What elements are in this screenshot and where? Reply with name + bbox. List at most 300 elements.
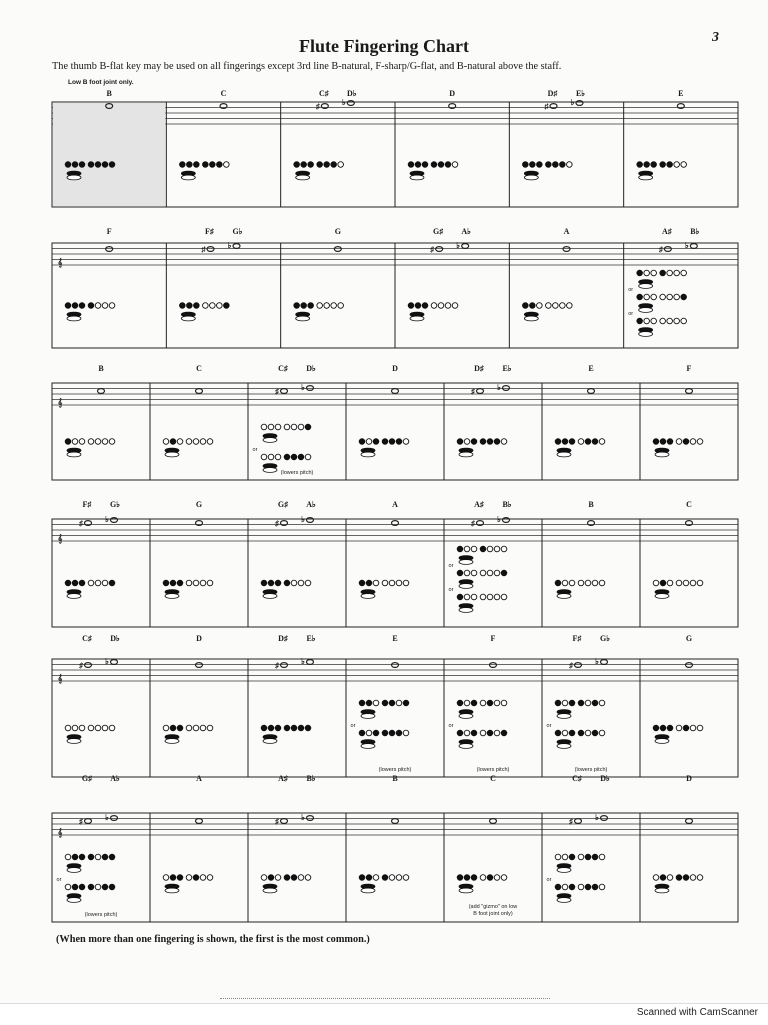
open-key-icon (88, 439, 94, 445)
fingering-cell (444, 634, 510, 777)
chart-row (52, 89, 738, 207)
note-head (588, 389, 595, 394)
closed-key-icon (501, 570, 507, 576)
note-name: F♯ (572, 634, 582, 643)
row-frame (52, 383, 738, 480)
closed-key-icon (88, 162, 94, 168)
open-key-icon (396, 580, 402, 586)
note-head (196, 819, 203, 824)
closed-key-icon (464, 875, 470, 881)
fingering-cell (281, 89, 357, 207)
note-name: C (490, 774, 496, 783)
note-name: B (98, 364, 104, 373)
note-name: D♭ (306, 364, 316, 373)
closed-key-icon (79, 854, 85, 860)
open-key-icon (537, 303, 543, 309)
fingering-diagram (65, 580, 115, 598)
flat-sign: ♭ (570, 98, 575, 107)
open-key-icon (464, 594, 470, 600)
open-key-icon (667, 294, 673, 300)
thumb-bb-key-icon (639, 308, 653, 313)
open-key-icon (373, 875, 379, 881)
fingering-diagram (555, 580, 605, 598)
open-key-icon (501, 594, 507, 600)
fingering-diagram (653, 875, 703, 893)
note-name: C♯ (572, 774, 582, 783)
note-name: A (196, 774, 202, 783)
open-key-icon (193, 439, 199, 445)
note-name: D♭ (347, 89, 357, 98)
fingering-diagram (359, 439, 409, 457)
fingering-diagram (637, 270, 687, 288)
closed-key-icon (284, 875, 290, 881)
or-label: or (546, 877, 552, 883)
open-key-icon (193, 725, 199, 731)
open-key-icon (676, 439, 682, 445)
open-key-icon (275, 875, 281, 881)
open-key-icon (578, 439, 584, 445)
chart-row (52, 500, 738, 627)
sharp-sign: ♯ (79, 519, 83, 528)
flat-sign: ♭ (684, 241, 689, 250)
note-name: G♯ (433, 227, 444, 236)
fingering-cell (65, 500, 120, 598)
closed-key-icon (667, 439, 673, 445)
note-name: B (106, 89, 112, 98)
thumb-bb-key-icon (639, 175, 653, 180)
note-name: G (334, 227, 341, 236)
open-key-icon (275, 424, 281, 430)
fingering-cell (57, 774, 120, 918)
closed-key-icon (637, 270, 643, 276)
thumb-bb-key-icon (263, 594, 277, 599)
closed-key-icon (359, 700, 365, 706)
thumb-bb-key-icon (263, 739, 277, 744)
open-key-icon (291, 424, 297, 430)
open-key-icon (331, 303, 337, 309)
open-key-icon (690, 439, 696, 445)
fingering-diagram (253, 447, 311, 472)
open-key-icon (186, 580, 192, 586)
open-key-icon (452, 303, 458, 309)
closed-key-icon (284, 580, 290, 586)
open-key-icon (667, 875, 673, 881)
low-b-footnote: Low B foot joint only. (68, 79, 134, 86)
open-key-icon (403, 580, 409, 586)
fingering-diagram (261, 725, 311, 743)
closed-key-icon (301, 303, 307, 309)
closed-key-icon (366, 875, 372, 881)
closed-key-icon (592, 439, 598, 445)
open-key-icon (674, 270, 680, 276)
thumb-bb-key-icon (67, 594, 81, 599)
fingering-cell (65, 227, 115, 321)
closed-key-icon (72, 854, 78, 860)
note-name: B♭ (502, 500, 512, 509)
note-name: G♯ (277, 500, 289, 509)
fingering-diagram (408, 303, 458, 321)
thumb-bb-key-icon (524, 175, 538, 180)
fingering-cell (509, 227, 572, 348)
open-key-icon (338, 303, 344, 309)
fingering-diagram (65, 854, 115, 872)
fingering-cell (346, 634, 412, 777)
thumb-bb-key-icon (655, 888, 669, 893)
open-key-icon (268, 454, 274, 460)
open-key-icon (298, 875, 304, 881)
closed-key-icon (637, 162, 643, 168)
sharp-sign: ♯ (569, 661, 573, 670)
treble-clef-icon: 𝄞 (57, 258, 63, 267)
open-key-icon (651, 294, 657, 300)
note-head (503, 386, 510, 391)
sharp-sign: ♯ (544, 102, 549, 111)
fingering-diagram (351, 723, 409, 748)
open-key-icon (186, 439, 192, 445)
open-key-icon (667, 318, 673, 324)
note-name: C (196, 364, 202, 373)
open-key-icon (487, 570, 493, 576)
treble-clef-icon: 𝄞 (57, 398, 63, 407)
fingering-diagram (637, 162, 687, 180)
thumb-bb-key-icon (557, 594, 571, 599)
note-head (477, 389, 484, 394)
fingering-diagram (163, 439, 213, 457)
open-key-icon (471, 570, 477, 576)
open-key-icon (298, 424, 304, 430)
fingering-cell (640, 774, 703, 922)
open-key-icon (599, 439, 605, 445)
closed-key-icon (305, 424, 311, 430)
open-key-icon (494, 594, 500, 600)
fingering-diagram (523, 162, 573, 180)
open-key-icon (674, 318, 680, 324)
closed-key-icon (487, 439, 493, 445)
open-key-icon (667, 580, 673, 586)
closed-key-icon (501, 730, 507, 736)
closed-key-icon (79, 884, 85, 890)
closed-key-icon (422, 303, 428, 309)
open-key-icon (200, 580, 206, 586)
open-key-icon (431, 303, 437, 309)
note-head (281, 819, 288, 824)
closed-key-icon (294, 303, 300, 309)
closed-key-icon (457, 570, 463, 576)
open-key-icon (163, 725, 169, 731)
fingering-cell (248, 364, 316, 480)
closed-key-icon (471, 730, 477, 736)
note-head (436, 247, 443, 252)
open-key-icon (275, 454, 281, 460)
closed-key-icon (585, 884, 591, 890)
closed-key-icon (72, 580, 78, 586)
closed-key-icon (284, 454, 290, 460)
closed-key-icon (555, 730, 561, 736)
fingering-diagram (57, 877, 115, 902)
open-key-icon (599, 700, 605, 706)
thumb-bb-key-icon (181, 316, 195, 321)
closed-key-icon (72, 884, 78, 890)
closed-key-icon (653, 439, 659, 445)
closed-key-icon (291, 875, 297, 881)
note-head (490, 819, 497, 824)
flat-sign: ♭ (456, 241, 461, 250)
thumb-bb-key-icon (557, 898, 571, 903)
open-key-icon (567, 303, 573, 309)
closed-key-icon (102, 162, 108, 168)
open-key-icon (210, 303, 216, 309)
gizmo-note: B foot joint only) (473, 911, 513, 917)
note-name: G♭ (110, 500, 120, 509)
note-name: F (686, 364, 692, 373)
open-key-icon (464, 700, 470, 706)
closed-key-icon (644, 162, 650, 168)
fingering-cell (444, 774, 517, 922)
scanner-watermark: Scanned with CamScanner (636, 1007, 758, 1018)
note-head (334, 247, 341, 252)
open-key-icon (65, 725, 71, 731)
note-head (664, 247, 671, 252)
or-label: or (448, 723, 454, 729)
note-head (347, 101, 354, 106)
open-key-icon (305, 580, 311, 586)
lowers-pitch-label: (lowers pitch) (476, 767, 510, 773)
lowers-pitch-label: (lowers pitch) (574, 767, 608, 773)
open-key-icon (480, 700, 486, 706)
closed-key-icon (382, 730, 388, 736)
thumb-bb-key-icon (639, 284, 653, 289)
note-name: C♯ (278, 364, 288, 373)
fingering-diagram (180, 162, 230, 180)
page-bottom-rule (220, 998, 550, 999)
fingering-diagram (359, 580, 409, 598)
thumb-bb-key-icon (524, 316, 538, 321)
open-key-icon (501, 439, 507, 445)
fingering-cell (346, 774, 409, 922)
open-key-icon (186, 875, 192, 881)
open-key-icon (585, 580, 591, 586)
fingering-cell (624, 89, 687, 207)
fingering-diagram (457, 546, 507, 564)
closed-key-icon (291, 454, 297, 460)
open-key-icon (487, 594, 493, 600)
sharp-sign: ♯ (275, 817, 279, 826)
open-key-icon (697, 439, 703, 445)
thumb-bb-key-icon (67, 898, 81, 903)
open-key-icon (403, 875, 409, 881)
open-key-icon (697, 725, 703, 731)
closed-key-icon (523, 162, 529, 168)
closed-key-icon (109, 884, 115, 890)
or-label: or (628, 287, 634, 293)
note-head (307, 816, 314, 821)
note-name: E♭ (575, 89, 586, 98)
open-key-icon (88, 580, 94, 586)
open-key-icon (203, 303, 209, 309)
flat-sign: ♭ (105, 515, 109, 524)
open-key-icon (585, 730, 591, 736)
closed-key-icon (389, 730, 395, 736)
closed-key-icon (268, 725, 274, 731)
fingering-cell (166, 89, 229, 207)
closed-key-icon (683, 875, 689, 881)
open-key-icon (567, 162, 573, 168)
open-key-icon (95, 303, 101, 309)
open-key-icon (501, 700, 507, 706)
open-key-icon (644, 270, 650, 276)
flat-sign: ♭ (595, 813, 599, 822)
closed-key-icon (203, 162, 209, 168)
note-name: A♯ (474, 500, 484, 509)
open-key-icon (494, 700, 500, 706)
open-key-icon (480, 570, 486, 576)
open-key-icon (674, 294, 680, 300)
scanner-bar (0, 1003, 768, 1025)
closed-key-icon (457, 439, 463, 445)
note-name: A♯ (661, 227, 672, 236)
open-key-icon (697, 875, 703, 881)
closed-key-icon (298, 454, 304, 460)
note-name: D (196, 634, 202, 643)
note-head (307, 518, 314, 523)
note-head (85, 663, 92, 668)
open-key-icon (681, 270, 687, 276)
closed-key-icon (471, 875, 477, 881)
thumb-bb-key-icon (165, 594, 179, 599)
open-key-icon (644, 318, 650, 324)
open-key-icon (268, 424, 274, 430)
closed-key-icon (359, 875, 365, 881)
note-name: G (685, 634, 693, 643)
thumb-bb-key-icon (165, 452, 179, 457)
open-key-icon (207, 875, 213, 881)
thumb-bb-key-icon (361, 714, 375, 719)
fingering-cell (542, 774, 610, 922)
open-key-icon (200, 725, 206, 731)
open-key-icon (578, 854, 584, 860)
open-key-icon (445, 303, 451, 309)
or-label: or (448, 563, 454, 569)
lowers-pitch-label: (lowers pitch) (84, 912, 118, 918)
closed-key-icon (102, 884, 108, 890)
fingering-diagram (523, 303, 573, 321)
closed-key-icon (294, 162, 300, 168)
closed-key-icon (170, 580, 176, 586)
closed-key-icon (651, 162, 657, 168)
fingering-diagram (653, 725, 703, 743)
open-key-icon (494, 546, 500, 552)
fingering-diagram (163, 875, 213, 893)
open-key-icon (660, 318, 666, 324)
open-key-icon (403, 439, 409, 445)
open-key-icon (644, 294, 650, 300)
note-name: G (195, 500, 203, 509)
fingering-diagram (449, 587, 507, 612)
row-frame (52, 659, 738, 777)
closed-key-icon (431, 162, 437, 168)
flat-sign: ♭ (595, 657, 599, 666)
closed-key-icon (88, 303, 94, 309)
closed-key-icon (301, 162, 307, 168)
closed-key-icon (660, 439, 666, 445)
thumb-bb-key-icon (557, 868, 571, 873)
sharp-sign: ♯ (471, 519, 475, 528)
note-head (196, 389, 203, 394)
sharp-sign: ♯ (315, 102, 320, 111)
closed-key-icon (359, 439, 365, 445)
note-name: F♯ (82, 500, 92, 509)
open-key-icon (389, 875, 395, 881)
note-name: D (686, 774, 692, 783)
closed-key-icon (88, 884, 94, 890)
note-head (207, 247, 214, 252)
open-key-icon (562, 884, 568, 890)
intro-text: The thumb B-flat key may be used on all fingerings except 3rd line B-natural, F-sharp/G-flat, and B-natural above the staff. (52, 61, 562, 72)
sharp-sign: ♯ (275, 387, 279, 396)
thumb-bb-key-icon (557, 744, 571, 749)
note-name: D♯ (547, 89, 558, 98)
closed-key-icon (592, 700, 598, 706)
closed-key-icon (457, 594, 463, 600)
open-key-icon (683, 580, 689, 586)
note-name: C (220, 89, 227, 98)
fingering-diagram (457, 875, 507, 893)
closed-key-icon (170, 875, 176, 881)
open-key-icon (102, 580, 108, 586)
closed-key-icon (471, 439, 477, 445)
closed-key-icon (324, 162, 330, 168)
note-name: F (490, 634, 496, 643)
chart-row (52, 774, 738, 922)
thumb-bb-key-icon (459, 608, 473, 613)
closed-key-icon (683, 439, 689, 445)
thumb-bb-key-icon (361, 888, 375, 893)
closed-key-icon (592, 854, 598, 860)
note-name: G♭ (600, 634, 610, 643)
open-key-icon (697, 580, 703, 586)
open-key-icon (95, 580, 101, 586)
open-key-icon (79, 439, 85, 445)
note-name: E (678, 89, 684, 98)
thumb-bb-key-icon (459, 888, 473, 893)
note-name: D♯ (278, 634, 288, 643)
closed-key-icon (396, 730, 402, 736)
thumb-bb-key-icon (459, 714, 473, 719)
closed-key-icon (275, 580, 281, 586)
open-key-icon (471, 594, 477, 600)
closed-key-icon (268, 875, 274, 881)
open-key-icon (224, 162, 230, 168)
open-key-icon (298, 580, 304, 586)
closed-key-icon (487, 875, 493, 881)
fingering-diagram (180, 303, 230, 321)
fingering-cell (444, 364, 512, 480)
closed-key-icon (487, 730, 493, 736)
note-head (686, 819, 693, 824)
closed-key-icon (177, 725, 183, 731)
closed-key-icon (382, 439, 388, 445)
thumb-bb-key-icon (263, 438, 277, 443)
closed-key-icon (569, 439, 575, 445)
closed-key-icon (494, 439, 500, 445)
note-name: C♯ (82, 634, 92, 643)
sharp-sign: ♯ (79, 661, 83, 670)
open-key-icon (72, 725, 78, 731)
fingering-cell (640, 364, 703, 480)
closed-key-icon (578, 700, 584, 706)
closed-key-icon (187, 303, 193, 309)
closed-key-icon (653, 725, 659, 731)
